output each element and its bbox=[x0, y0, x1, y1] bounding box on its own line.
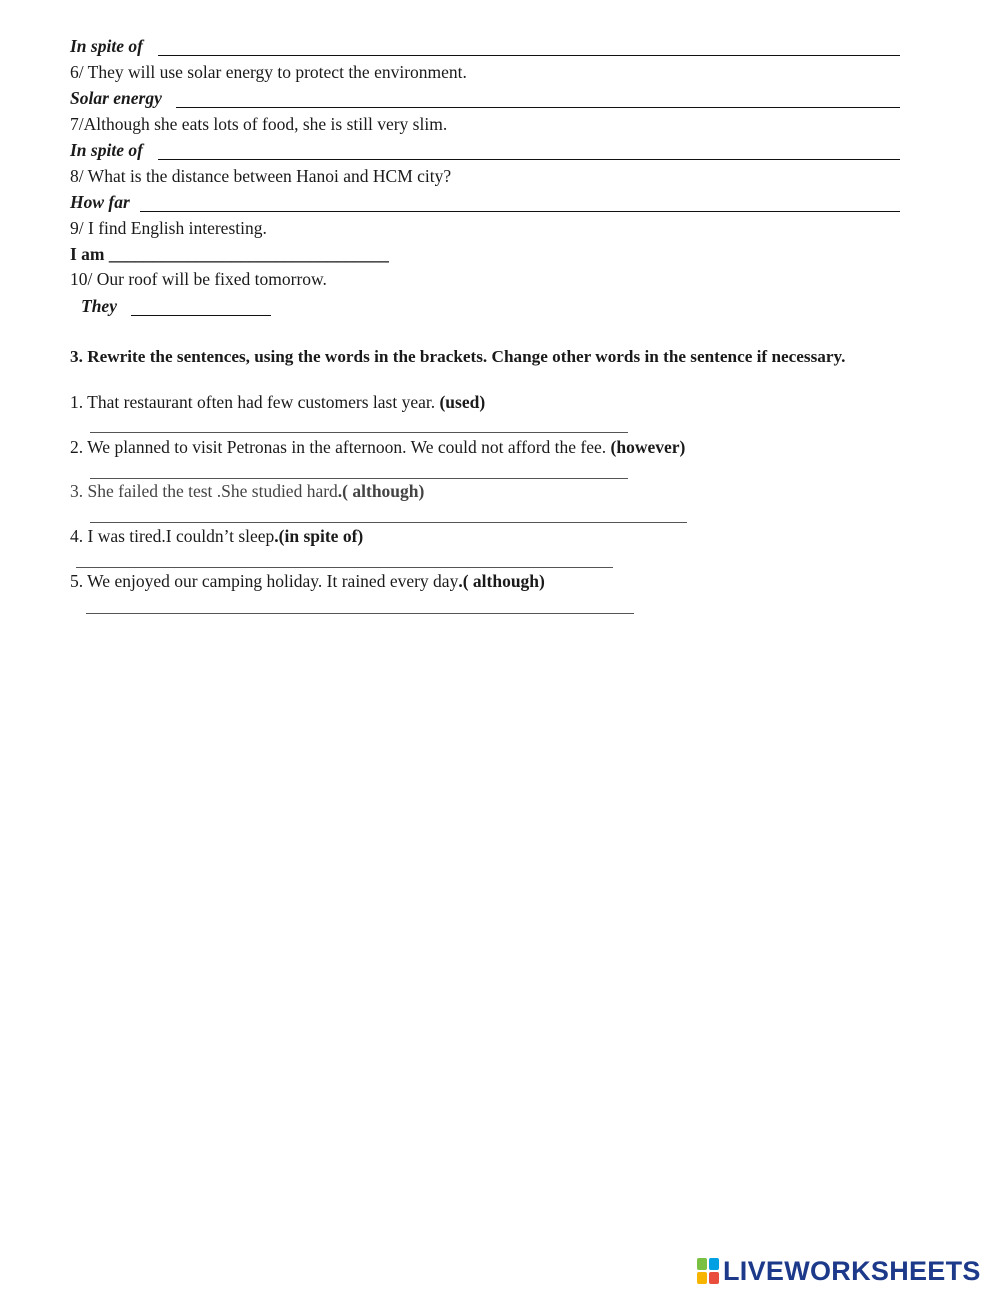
question-9: 9/ I find English interesting. bbox=[70, 218, 267, 238]
answer-line-s3-5[interactable] bbox=[86, 613, 634, 614]
question-6: 6/ They will use solar energy to protect the environment. bbox=[70, 62, 467, 82]
answer-line-s3-4[interactable] bbox=[76, 567, 613, 568]
question-7: 7/Although she eats lots of food, she is still very slim. bbox=[70, 114, 448, 134]
exercise-item-5-text: 5. We enjoyed our camping holiday. It rained every day bbox=[70, 571, 459, 591]
question-10: 10/ Our roof will be fixed tomorrow. bbox=[70, 269, 327, 289]
exercise-item-2-hint: (however) bbox=[610, 437, 686, 457]
exercise-item-3 bbox=[70, 480, 424, 502]
answer-prompt-7: In spite of bbox=[70, 140, 143, 160]
answer-line-s3-2[interactable] bbox=[90, 478, 628, 479]
liveworksheets-logo bbox=[697, 1254, 981, 1288]
exercise-item-2 bbox=[70, 436, 685, 458]
answer-line-s3-1[interactable] bbox=[90, 432, 628, 433]
exercise-item-4-text: 4. I was tired.I couldn’t sleep bbox=[70, 526, 275, 546]
answer-prompt-9[interactable]: I am ________________________________ bbox=[70, 244, 389, 264]
exercise-item-1-text: 1. That restaurant often had few customers last year. bbox=[70, 392, 436, 412]
exercise-item-5 bbox=[70, 570, 545, 592]
answer-line-s3-3[interactable] bbox=[90, 522, 687, 523]
liveworksheets-brand: LIVEWORKSHEETS bbox=[723, 1255, 981, 1286]
exercise-item-1 bbox=[70, 391, 485, 413]
exercise-item-4-hint: .(in spite of) bbox=[274, 526, 364, 546]
answer-prompt-10: They bbox=[81, 296, 117, 316]
answer-prompt-8: How far bbox=[70, 192, 130, 212]
liveworksheets-logo-icon bbox=[697, 1258, 719, 1284]
answer-line-8[interactable] bbox=[140, 211, 900, 212]
answer-line-5[interactable] bbox=[158, 55, 900, 56]
exercise-item-4 bbox=[70, 525, 363, 547]
exercise-item-5-hint: .( although) bbox=[458, 571, 545, 591]
exercise-item-3-hint: .( although) bbox=[337, 481, 425, 501]
exercise-item-2-text: 2. We planned to visit Petronas in the afternoon. We could not afford the fee. bbox=[70, 437, 607, 457]
exercise-item-3-text: 3. She failed the test .She studied hard bbox=[70, 481, 338, 501]
answer-prompt-6: Solar energy bbox=[70, 88, 162, 108]
question-8: 8/ What is the distance between Hanoi and HCM city? bbox=[70, 166, 452, 186]
answer-line-7[interactable] bbox=[158, 159, 900, 160]
section-3-heading: 3. Rewrite the sentences, using the words in the brackets. Change other words in the sentence if necessary. bbox=[70, 347, 846, 366]
answer-line-6[interactable] bbox=[176, 107, 900, 108]
answer-line-10[interactable] bbox=[131, 315, 271, 316]
exercise-item-1-hint: (used) bbox=[439, 392, 486, 412]
answer-prompt-5: In spite of bbox=[70, 36, 143, 56]
